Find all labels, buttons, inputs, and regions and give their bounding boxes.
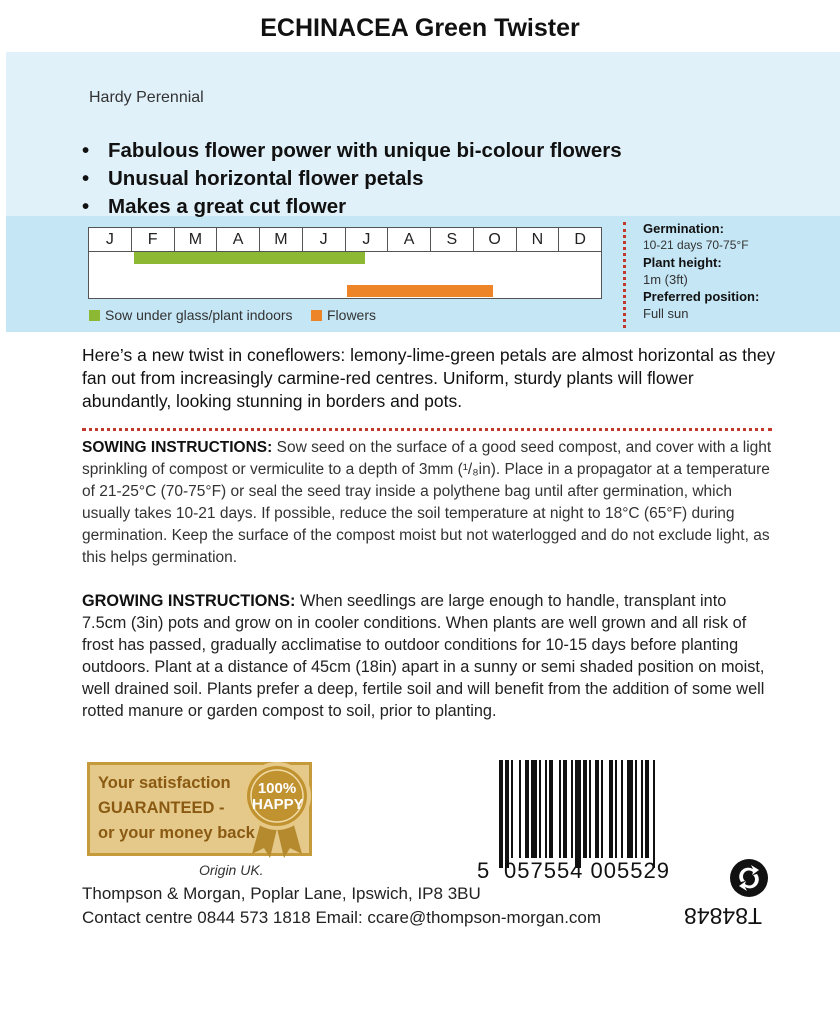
barcode-bar [545,760,547,858]
barcode-bar [563,760,567,858]
barcode-bar [609,760,613,858]
month-cell: F [132,228,175,251]
barcode-bar [531,760,537,858]
barcode-bar [589,760,591,858]
flowering-period-bar [347,285,493,297]
legend-sow: Sow under glass/plant indoors [89,307,293,323]
feature-list [82,137,622,221]
description: Here’s a new twist in coneflowers: lemony-lime-green petals are almost horizontal as they fan out from increasingly carmine-red centres. Uniform, sturdy plants will flower abundantly, looking stunning in borders and pots. [82,345,776,411]
guarantee-badge: Your satisfaction GUARANTEED - or your money back [87,762,312,856]
product-code: T84848 [684,903,763,929]
barcode-bar [601,760,603,858]
barcode-bar [499,760,503,868]
month-header [89,228,601,252]
barcode-bar [505,760,509,868]
growing-info [643,220,759,322]
month-cell: O [474,228,517,251]
height-value: 1m (3ft) [643,272,688,287]
barcode-first-digit: 5 [477,858,490,883]
barcode-bar [559,760,561,858]
recycle-icon [729,858,769,898]
divider [623,222,626,328]
feature-item: • Makes a great cut flower [82,195,347,218]
height-label: Plant height: [643,255,722,270]
legend-swatch [311,310,322,321]
contact-info: Contact centre 0844 573 1818 Email: ccare@thompson-morgan.com [82,908,602,927]
month-cell: A [388,228,431,251]
feature-item: • Fabulous flower power with unique bi-colour flowers [82,139,622,162]
position-label: Preferred position: [643,289,760,304]
legend-flowers: Flowers [311,307,376,323]
barcode-bar [539,760,541,858]
legend-swatch [89,310,100,321]
origin: Origin UK. [199,862,264,878]
barcode-bar [627,760,633,858]
germination-value: 10-21 days 70-75°F [643,238,749,252]
barcode-bar [575,760,581,868]
barcode-bar [615,760,617,858]
barcode-bar [583,760,587,858]
month-cell: D [574,231,586,248]
feature-item: • Unusual horizontal flower petals [82,167,424,190]
barcode-bar [511,760,513,858]
company-address: Thompson & Morgan, Poplar Lane, Ipswich, IP8 3BU [82,884,481,903]
barcode-bar [645,760,649,858]
barcode-bar [519,760,521,858]
page-title: ECHINACEA Green Twister [260,14,580,42]
barcode-bar [595,760,599,858]
month-cell: A [217,228,260,251]
sow-period-bar [134,252,365,264]
divider [82,428,772,431]
month-cell: N [517,228,560,251]
growing-instructions: GROWING INSTRUCTIONS: When seedlings are large enough to handle, transplant into 7.5cm (3in) pots and grow on in cooler conditions. When plants are well grown and all risk of frost has passed, gradually acclimatise to outdoor conditions for 10-15 days before planting outdoors. Plant at a distance of 45cm (18in) apart in a sunny or semi shaded position on moist, well drained soil. Plants prefer a deep, fertile soil and will benefit from the addition of some well rotted manure or garden compost to soil, prior to planting. [82,592,765,720]
barcode-bar [621,760,623,858]
barcode-bar [641,760,643,858]
month-cell: S [431,228,474,251]
month-cell: J [303,228,346,251]
barcode-digits: 057554 005529 [504,858,670,883]
seal-label: 100% HAPPY [252,780,304,813]
month-cell: M [260,228,303,251]
plant-type: Hardy Perennial [89,89,204,106]
month-cell: J [346,228,389,251]
barcode-bar [635,760,637,858]
germination-label: Germination: [643,221,724,236]
barcode-bar [549,760,553,858]
sowing-instructions: SOWING INSTRUCTIONS: Sow seed on the surface of a good seed compost, and cover with a light sprinkling of compost or vermiculite to a depth of 3mm (¹/₈in). Place in a propagator at a temperature of 21-25°C (70-75°F) or seal the seed tray inside a polythene bag until after germination, which usually takes 10-21 days. If possible, reduce the soil temperature at night to 18°C (65°F) during germination. Keep the surface of the compost moist but not waterlogged and do not exclude light, as this helps germination. [82,439,772,566]
barcode-bar [653,760,655,868]
position-value: Full sun [643,306,689,321]
month-cell: M [175,228,218,251]
barcode [499,760,697,868]
barcode-bar [525,760,529,858]
sowing-calendar [88,227,602,299]
barcode-bar [571,760,573,858]
month-cell: J [89,228,132,251]
